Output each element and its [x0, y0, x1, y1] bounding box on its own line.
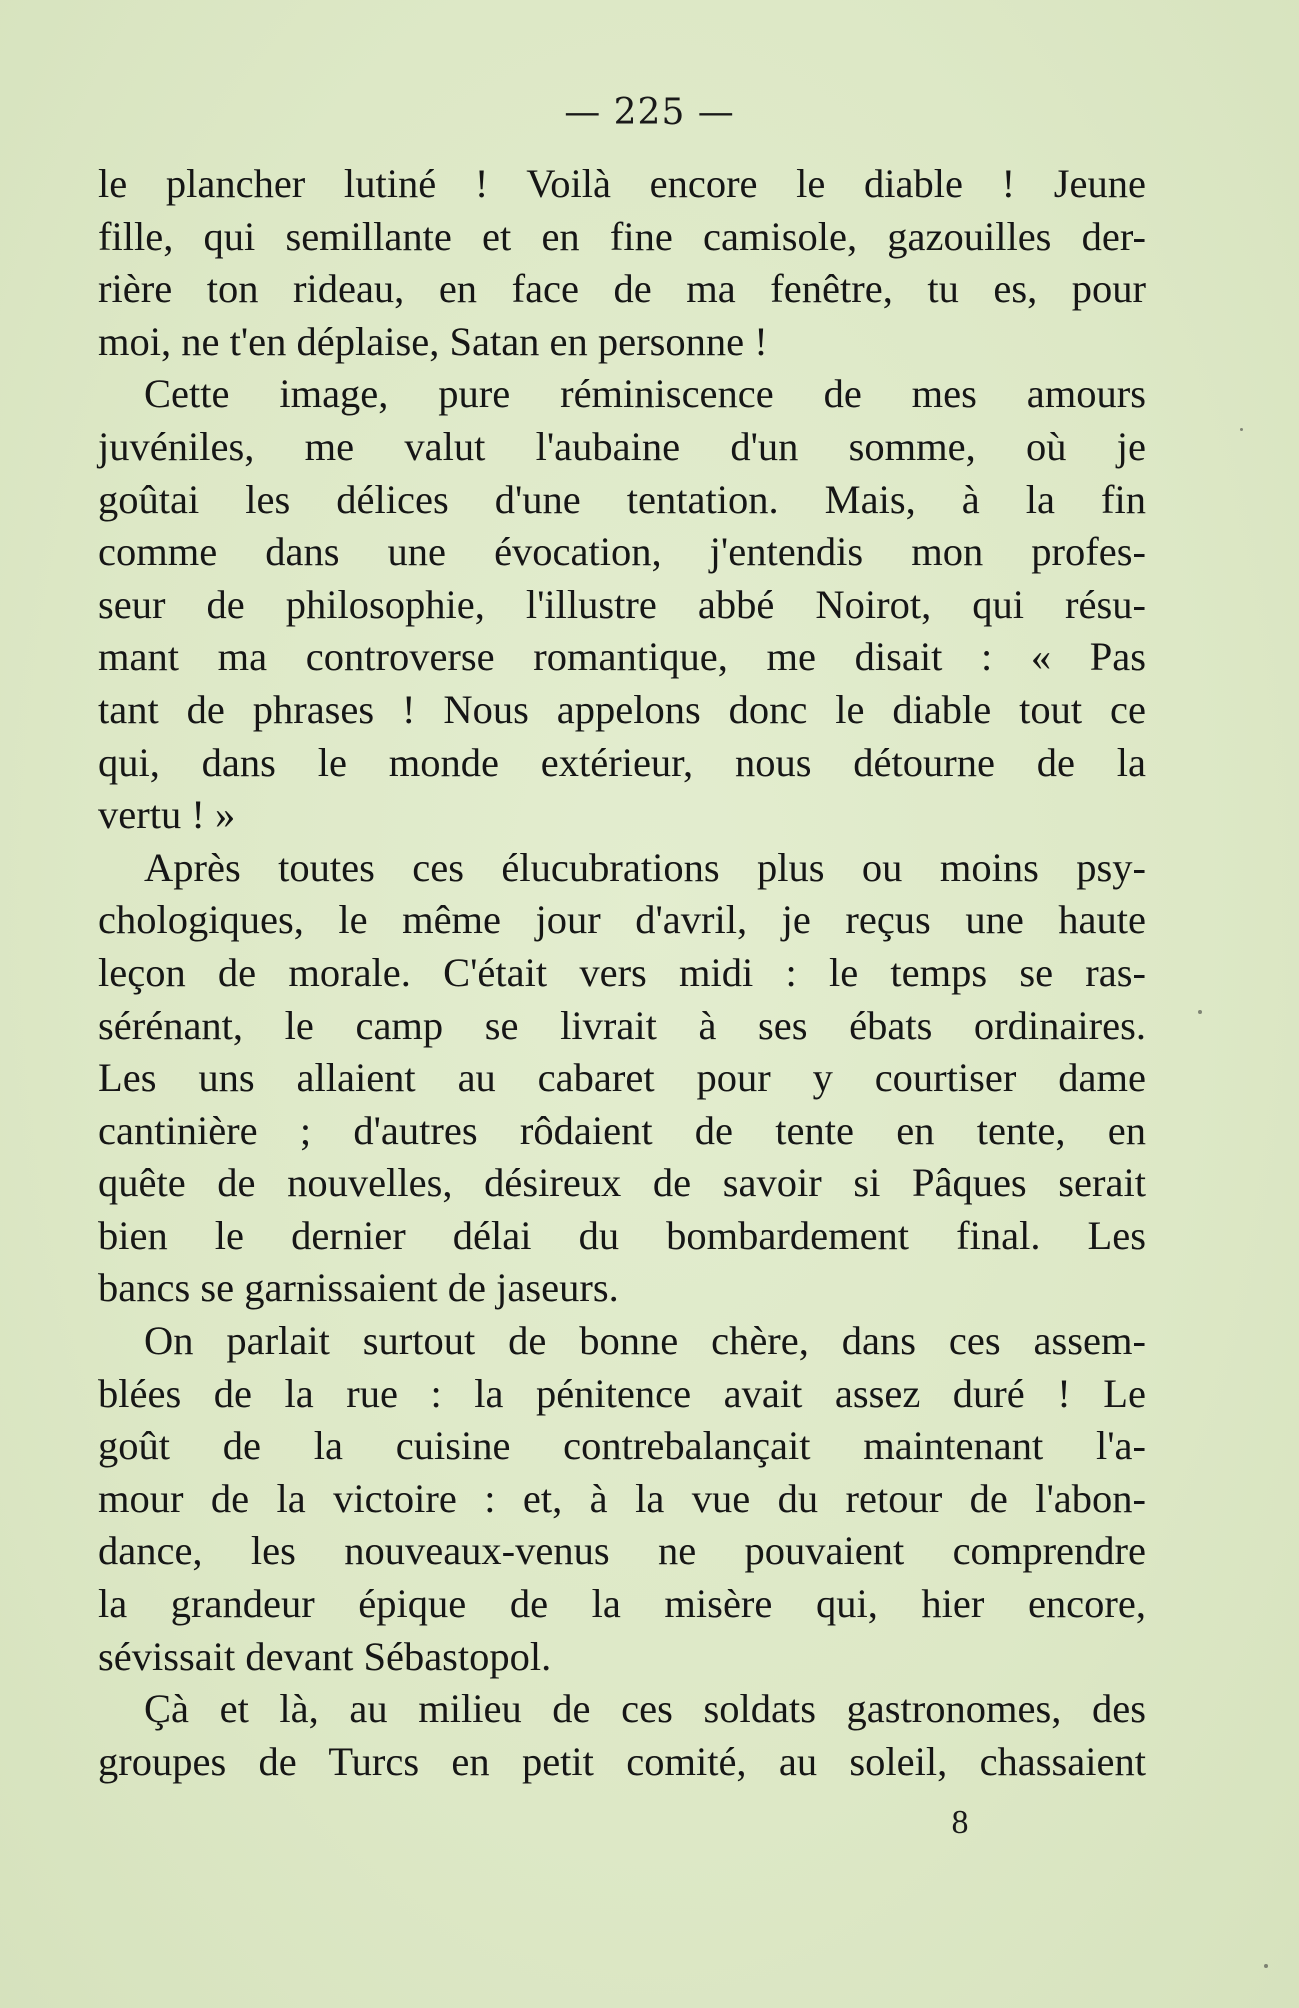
- text-line: Cette image, pure réminiscence de mes amours: [144, 371, 1146, 417]
- text-line: Çà et là, au milieu de ces soldats gastronomes, des: [144, 1686, 1146, 1732]
- scan-speck: [1240, 428, 1243, 431]
- text-line: leçon de morale. C'était vers midi : le temps se ras-: [98, 949, 1146, 995]
- text-line: goût de la cuisine contrebalançait maintenant l'a-: [98, 1423, 1146, 1469]
- text-line: sévissait devant Sébastopol.: [98, 1633, 552, 1679]
- text-line: fille, qui semillante et en fine camisole, gazouilles der-: [98, 213, 1146, 259]
- text-line: Après toutes ces élucubrations plus ou moins psy-: [144, 844, 1146, 890]
- paragraph-4: [98, 1315, 1146, 1683]
- text-line: blées de la rue : la pénitence avait assez duré ! Le: [98, 1370, 1146, 1416]
- text-line: seur de philosophie, l'illustre abbé Noirot, qui résu-: [98, 581, 1146, 627]
- text-line: moi, ne t'en déplaise, Satan en personne !: [98, 318, 768, 364]
- text-line: mour de la victoire : et, à la vue du retour de l'abon-: [98, 1475, 1146, 1521]
- text-line: sérénant, le camp se livrait à ses ébats ordinaires.: [98, 1002, 1146, 1048]
- text-line: groupes de Turcs en petit comité, au soleil, chassaient: [98, 1738, 1146, 1784]
- text-line: quête de nouvelles, désireux de savoir si Pâques serait: [98, 1160, 1146, 1206]
- paragraph-1: [98, 158, 1146, 368]
- text-line: la grandeur épique de la misère qui, hier encore,: [98, 1581, 1146, 1627]
- scan-speck: [1198, 1010, 1202, 1014]
- paragraph-2: [98, 368, 1146, 841]
- text-line: Les uns allaient au cabaret pour y courtiser dame: [98, 1055, 1146, 1101]
- text-line: goûtai les délices d'une tentation. Mais, à la fin: [98, 476, 1146, 522]
- text-line: dance, les nouveaux-venus ne pouvaient comprendre: [98, 1528, 1146, 1574]
- signature-mark: 8: [951, 1804, 969, 1841]
- text-line: juvéniles, me valut l'aubaine d'un somme, où je: [98, 423, 1146, 469]
- text-line: vertu ! »: [98, 792, 236, 838]
- text-line: le plancher lutiné ! Voilà encore le diable ! Jeune: [98, 161, 1146, 206]
- scan-speck: [1264, 1964, 1268, 1968]
- text-line: mant ma controverse romantique, me disait : « Pas: [98, 634, 1146, 680]
- text-line: cantinière ; d'autres rôdaient de tente en tente, en: [98, 1107, 1146, 1153]
- text-line: tant de phrases ! Nous appelons donc le diable tout ce: [98, 686, 1146, 732]
- text-line: bien le dernier délai du bombardement final. Les: [98, 1212, 1146, 1258]
- running-header: — 225 —: [564, 92, 735, 133]
- paragraph-5: [98, 1683, 1146, 1788]
- text-line: rière ton rideau, en face de ma fenêtre, tu es, pour: [98, 266, 1146, 312]
- text-line: comme dans une évocation, j'entendis mon profes-: [98, 529, 1146, 575]
- paragraph-3: [98, 842, 1146, 1315]
- text-line: chologiques, le même jour d'avril, je reçus une haute: [98, 897, 1146, 943]
- text-line: On parlait surtout de bonne chère, dans ces assem-: [144, 1318, 1146, 1364]
- text-line: qui, dans le monde extérieur, nous détourne de la: [98, 739, 1146, 785]
- text-line: bancs se garnissaient de jaseurs.: [98, 1265, 619, 1311]
- body-text: [98, 158, 1146, 1788]
